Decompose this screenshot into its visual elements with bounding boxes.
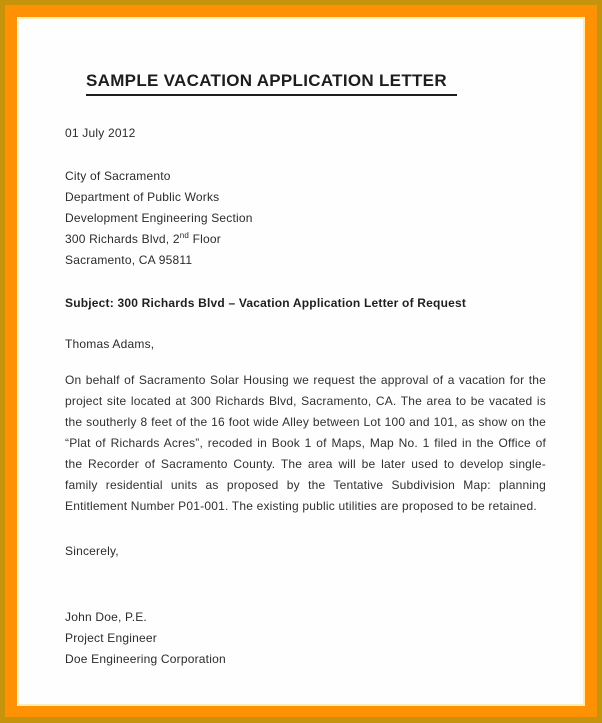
signature-block xyxy=(65,607,546,670)
recipient-line-city-state-zip: Sacramento, CA 95811 xyxy=(65,253,193,267)
street-ordinal-suffix: nd xyxy=(179,231,190,240)
signature-title: Project Engineer xyxy=(65,631,157,645)
recipient-line-org: City of Sacramento xyxy=(65,169,171,183)
subject-line: Subject: 300 Richards Blvd – Vacation Application Letter of Request xyxy=(65,296,467,310)
signature-name: John Doe, P.E. xyxy=(65,610,147,624)
street-text: 300 Richards Blvd, 2 xyxy=(65,232,180,246)
letter-content xyxy=(19,19,583,704)
recipient-address-block xyxy=(65,166,546,271)
letter-body-paragraph: On behalf of Sacramento Solar Housing we request the approval of a vacation for the project site located at 300 Richards Blvd, Sacramento, CA. The area to be vacated is the southerly 8 feet of the 16 foot wide Alley between Lot 100 and 101, as show on the “Plat of Richards Acres”, recoded in Book 1 of Maps, Map No. 1 filed in the Office of the Recorder of Sacramento County. The area will be later used to develop single-family residential units as proposed by the Tentative Subdivision Map: planning Entitlement Number P01-001. The existing public utilities are proposed to be retained. xyxy=(65,373,546,513)
recipient-line-department: Department of Public Works xyxy=(65,190,220,204)
letter-date: 01 July 2012 xyxy=(65,126,136,140)
letter-title: SAMPLE VACATION APPLICATION LETTER xyxy=(86,70,457,96)
recipient-line-street xyxy=(65,229,546,250)
salutation: Thomas Adams, xyxy=(65,337,155,351)
closing-phrase: Sincerely, xyxy=(65,544,119,558)
signature-company: Doe Engineering Corporation xyxy=(65,652,226,666)
recipient-line-section: Development Engineering Section xyxy=(65,211,253,225)
letter-paper xyxy=(17,17,585,706)
street-floor-text: Floor xyxy=(189,232,221,246)
